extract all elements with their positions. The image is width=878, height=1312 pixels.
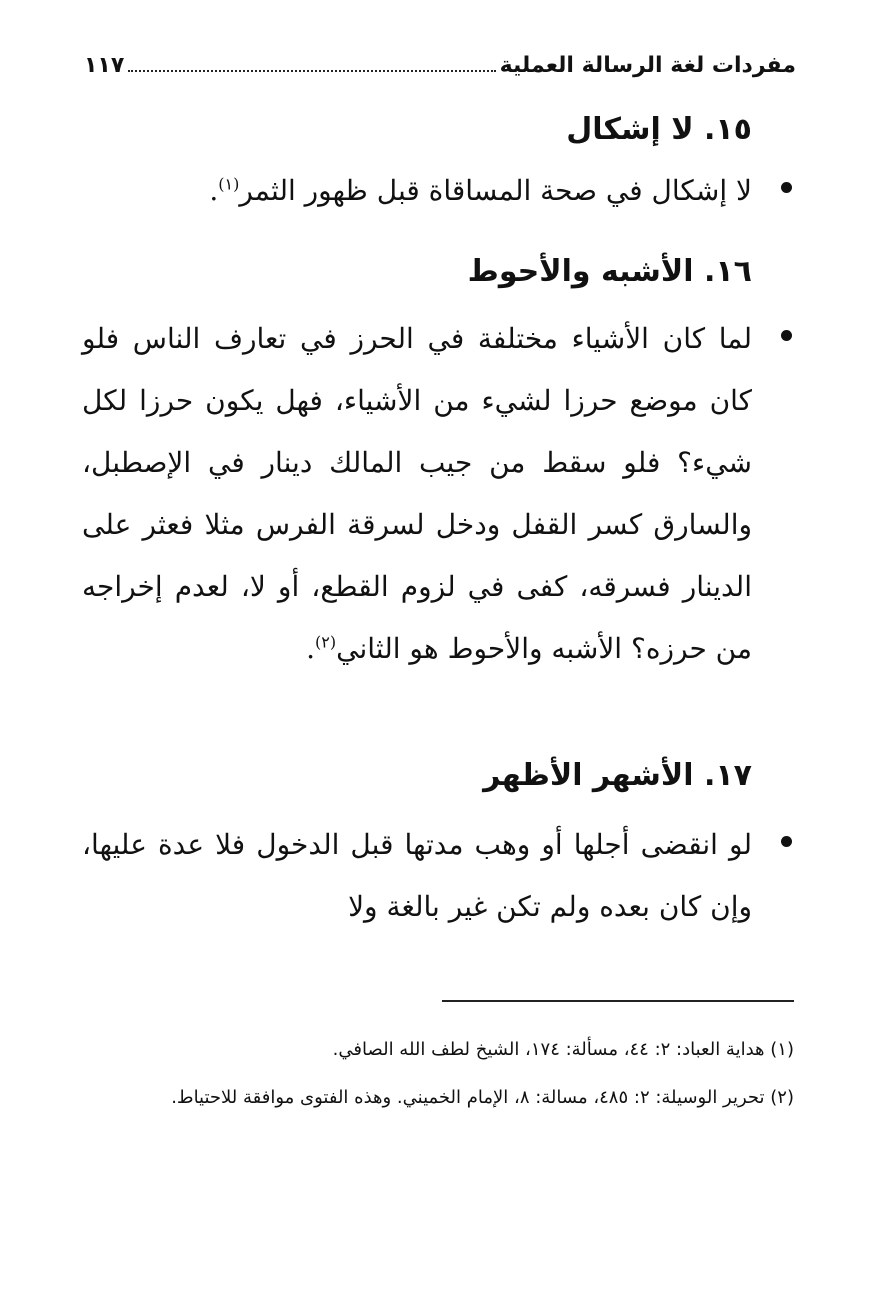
footnote-ref-2[interactable]: (٢)	[315, 632, 337, 652]
section-17-item	[82, 814, 806, 938]
section-15-tail: .	[209, 174, 219, 207]
footnote-ref-1[interactable]: (١)	[218, 174, 240, 194]
section-heading-17: ١٧. الأشهر الأظهر	[483, 758, 752, 793]
footnote-2: (٢) تحرير الوسيلة: ٢: ٤٨٥، مسالة: ٨، الإمام الخميني. وهذه الفتوى موافقة للاحتياط.	[171, 1087, 794, 1108]
section-15-body: لا إشكال في صحة المساقاة قبل ظهور الثمر	[239, 174, 752, 207]
section-17-text	[82, 814, 752, 938]
bullet-icon	[781, 836, 792, 847]
running-header	[84, 38, 796, 78]
leader-dots	[128, 69, 495, 72]
section-17-body: لو انقضى أجلها أو وهب مدتها قبل الدخول فلا عدة عليها، وإن كان بعده ولم تكن غير بالغة ولا	[82, 828, 752, 923]
section-16-text	[82, 308, 752, 680]
bullet-icon	[781, 182, 792, 193]
section-16-body: لما كان الأشياء مختلفة في الحرز في تعارف الناس فلو كان موضع حرزا لشيء من الأشياء، فهل يكون حرزا لكل شيء؟ فلو سقط من جيب المالك دينار في الإصطبل، والسارق كسر القفل ودخل لسرقة الفرس مثلا فعثر على الدينار فسرقه، كفى في لزوم القطع، أو لا، لعدم إخراجه من حرزه؟ الأشبه والأحوط هو الثاني	[82, 322, 752, 665]
section-16-item	[82, 308, 806, 680]
section-heading-16: ١٦. الأشبه والأحوط	[467, 254, 752, 289]
section-heading-15: ١٥. لا إشكال	[566, 112, 752, 147]
footnotes	[60, 1030, 794, 1126]
running-header-title: مفردات لغة الرسالة العملية	[499, 53, 796, 78]
footnote-divider	[442, 1000, 794, 1002]
section-15-item	[82, 160, 806, 222]
section-15-text	[82, 160, 752, 222]
footnote-1: (١) هداية العباد: ٢: ٤٤، مسألة: ١٧٤، الشيخ لطف الله الصافي.	[332, 1039, 794, 1060]
page-number: ١١٧	[84, 53, 125, 78]
section-16-tail: .	[306, 632, 316, 665]
bullet-icon	[781, 330, 792, 341]
